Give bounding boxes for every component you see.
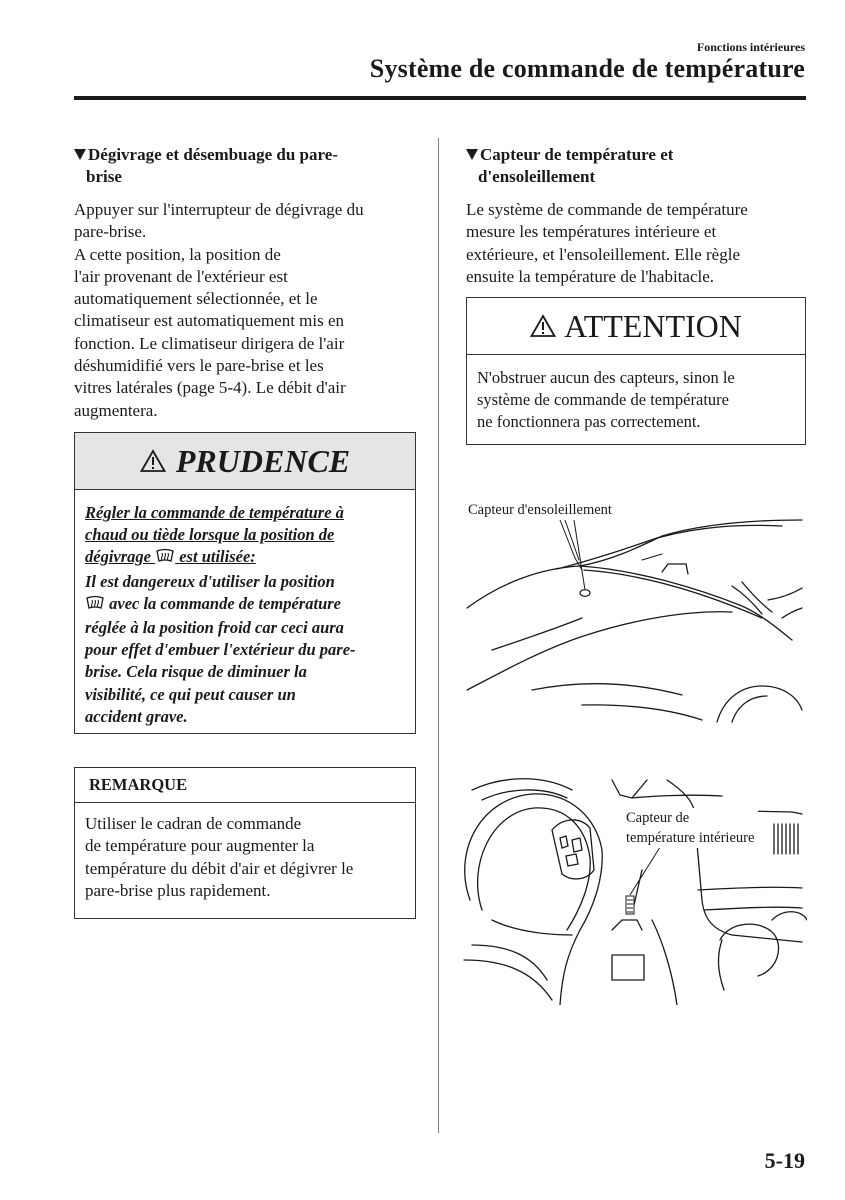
attention-header [467, 298, 805, 355]
prudence-line-3b: est utilisée: [179, 547, 256, 567]
text-line: vitres latérales (page 5-4). Le débit d'air [74, 378, 346, 398]
prudence-line: pour effet d'embuer l'extérieur du pare- [85, 640, 356, 660]
text-line: l'air provenant de l'extérieur est [74, 266, 288, 286]
sunlight-sensor-label: Capteur d'ensoleillement [468, 500, 616, 520]
attention-body [467, 355, 805, 445]
text-line: automatiquement sélectionnée, et le [74, 289, 318, 309]
text-line: pare-brise. [74, 222, 147, 242]
prudence-line-3 [85, 546, 405, 570]
text-line: Utiliser le cadran de commande [85, 814, 302, 833]
warning-triangle-icon [530, 314, 556, 338]
section-name: Fonctions intérieures [696, 40, 805, 54]
attention-title: ATTENTION [564, 307, 742, 344]
text-line: Appuyer sur l'interrupteur de dégivrage du [74, 200, 364, 219]
triangle-bullet-icon [74, 144, 86, 166]
prudence-line: visibilité, ce qui peut causer un [85, 684, 296, 704]
windshield-defroster-icon [85, 595, 105, 617]
left-paragraph [74, 199, 424, 422]
figure-sunlight-sensor [462, 490, 807, 730]
remarque-title: REMARQUE [75, 768, 415, 803]
car-front-illustration [462, 490, 807, 730]
interior-sensor-label-line1: Capteur de [626, 810, 690, 826]
interior-sensor-label-line2: température intérieure [626, 830, 755, 846]
left-heading-line2: brise [86, 167, 122, 186]
right-paragraph [466, 199, 811, 288]
text-line: climatiseur est automatiquement mis en [74, 311, 345, 331]
prudence-line: accident grave. [85, 706, 188, 726]
left-heading-line1: Dégivrage et désembuage du pare- [88, 145, 338, 164]
interior-sensor-label [626, 808, 758, 848]
steering-wheel-illustration [462, 770, 807, 1005]
prudence-line: Régler la commande de température à [85, 503, 344, 522]
prudence-box [74, 432, 416, 734]
text-line: fonction. Le climatiseur dirigera de l'air [74, 333, 345, 353]
prudence-header [75, 433, 415, 490]
prudence-line: chaud ou tiède lorsque la position de [85, 525, 335, 545]
prudence-line-3a: dégivrage [85, 547, 151, 567]
right-heading-line2: d'ensoleillement [478, 167, 596, 186]
windshield-defroster-icon [155, 548, 175, 570]
remarque-box [74, 767, 416, 919]
left-heading [74, 144, 419, 188]
text-line: déshumidifié vers le pare-brise et les [74, 356, 324, 376]
prudence-line: brise. Cela risque de diminuer la [85, 662, 307, 682]
prudence-line-5-text: avec la commande de température [109, 593, 341, 613]
text-line: pare-brise plus rapidement. [85, 880, 271, 900]
page-number: 5-19 [764, 1148, 805, 1173]
text-line: de température pour augmenter la [85, 836, 315, 856]
text-line: ensuite la température de l'habitacle. [466, 266, 715, 286]
prudence-title: PRUDENCE [175, 442, 351, 479]
column-divider [438, 138, 439, 1133]
prudence-line-5 [85, 593, 405, 617]
text-line: extérieure, et l'ensoleillement. Elle règle [466, 244, 740, 264]
text-line: température du débit d'air et dégivrer le [85, 858, 354, 878]
text-line: Le système de commande de température [466, 200, 748, 219]
text-line: N'obstruer aucun des capteurs, sinon le [477, 368, 735, 387]
text-line: système de commande de température [477, 390, 729, 409]
attention-box [466, 297, 806, 445]
title-rule [74, 96, 806, 100]
prudence-line: Il est dangereux d'utiliser la position [85, 571, 335, 591]
prudence-body [75, 490, 415, 728]
right-heading [466, 144, 806, 188]
page-title: Système de commande de température [369, 54, 805, 83]
figure-interior-sensor [462, 770, 807, 1005]
right-heading-line1: Capteur de température et [480, 145, 674, 164]
text-line: A cette position, la position de [74, 244, 281, 264]
prudence-line: réglée à la position froid car ceci aura [85, 618, 344, 638]
triangle-bullet-icon [466, 144, 478, 166]
text-line: mesure les températures intérieure et [466, 222, 717, 242]
warning-triangle-icon [140, 449, 166, 473]
text-line: augmentera. [74, 400, 158, 420]
text-line: ne fonctionnera pas correctement. [477, 412, 701, 431]
remarque-body [75, 803, 415, 908]
